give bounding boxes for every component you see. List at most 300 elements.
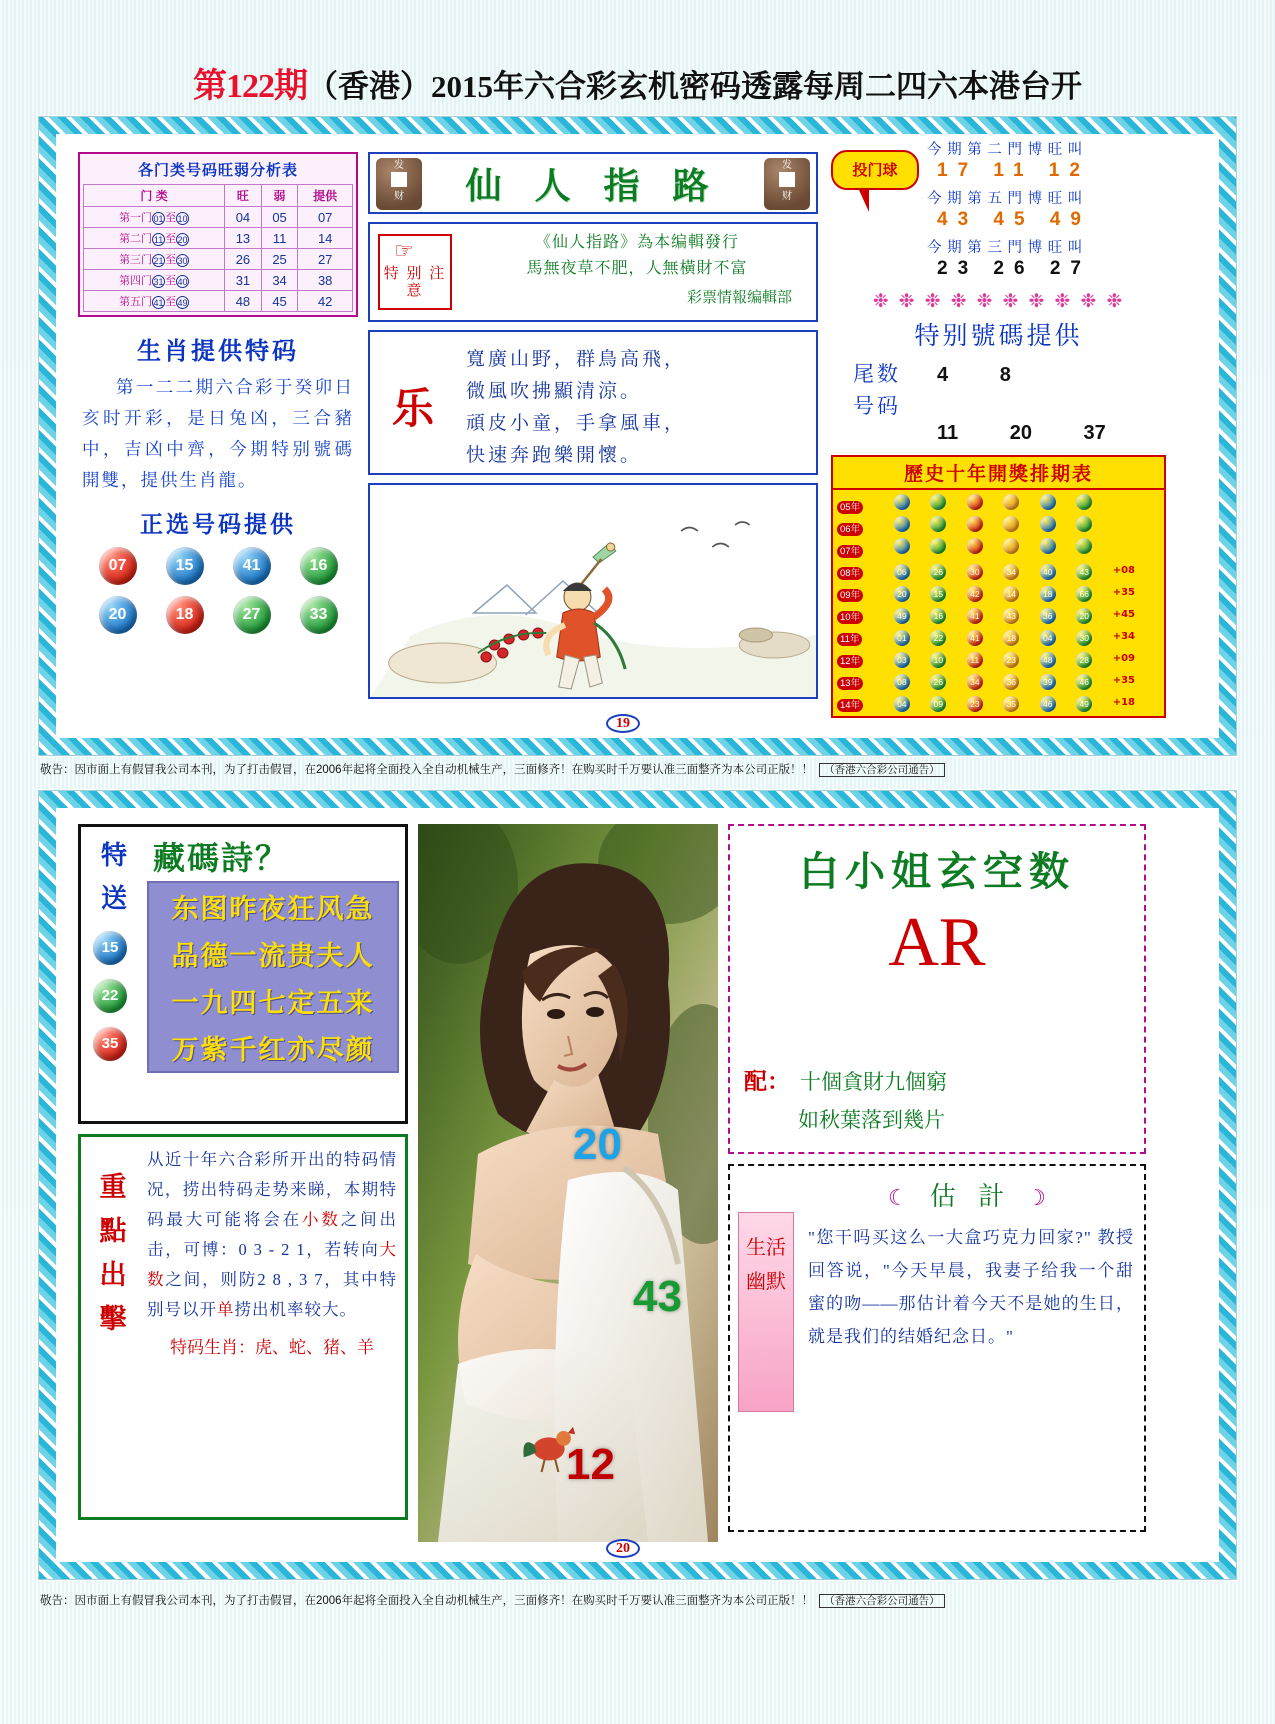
- table-row: [836, 603, 1161, 625]
- history-cell: [966, 603, 1002, 625]
- history-special: [1112, 515, 1161, 537]
- history-cell: [893, 603, 929, 625]
- special-send-char-1: 特: [100, 841, 127, 870]
- history-ball: 23: [1003, 652, 1019, 668]
- table-row: 第二门 11 至20 13 11 14: [84, 228, 353, 249]
- history-cell: [1039, 493, 1075, 515]
- history-cell: [1039, 603, 1075, 625]
- history-ball: [1003, 516, 1019, 532]
- seal-blank-box: [779, 172, 795, 187]
- match-line-2: 如秋葉落到幾片: [798, 1108, 945, 1132]
- seal-char: 财: [394, 191, 404, 202]
- history-cell: [1039, 691, 1075, 713]
- group-numbers: [937, 258, 1165, 280]
- history-ball: 22: [930, 630, 946, 646]
- history-cell: [1002, 559, 1038, 581]
- group-header: 今 期 第 五 門 博 旺 叫: [927, 191, 1084, 207]
- history-ball: [894, 516, 910, 532]
- history-cell: [966, 537, 1002, 559]
- num: 12: [1048, 160, 1090, 181]
- history-year: [836, 493, 893, 515]
- history-cell: [966, 493, 1002, 515]
- door-ball-section: [831, 138, 1166, 288]
- special-send-balls: [93, 931, 127, 1075]
- disclaimer-text: 敬告：因市面上有假冒我公司本刊，为了打击假冒，在2006年起将全面投入全自动机械生产，三面修齐！在购买时千万要认准三面整齐为本公司正版！！: [40, 1595, 814, 1607]
- year-badge: 10年: [837, 611, 863, 624]
- top-panel-inner: [56, 134, 1219, 738]
- cell-provided: 38: [298, 270, 353, 291]
- picks-row-1: [78, 547, 358, 585]
- photo-overlay-number: 43: [633, 1272, 682, 1321]
- history-cell: [1039, 581, 1075, 603]
- history-ball: 04: [894, 696, 910, 712]
- table-row: [836, 647, 1161, 669]
- cell-provided: 42: [298, 291, 353, 312]
- history-cell: [966, 691, 1002, 713]
- range-end: 40: [177, 276, 188, 287]
- history-ball: 06: [894, 564, 910, 580]
- analysis-table-caption: 各门类号码旺弱分析表: [137, 163, 298, 179]
- cell-strong: 04: [225, 207, 262, 228]
- history-cell: [1002, 691, 1038, 713]
- poem-lines: [147, 881, 399, 1073]
- poem-line: 东图昨夜狂风急: [171, 894, 375, 924]
- num: 49: [1049, 209, 1091, 230]
- joke-paragraph: "您干吗买这么一大盒巧克力回家?" 教授回答说，"今天早晨，我妻子给我一个甜蜜的吻——那估计着今天不是她的生日，就是我们的结婚纪念日。": [808, 1228, 1134, 1346]
- seal-char: 发: [782, 160, 792, 171]
- tail-value: 4: [937, 364, 949, 386]
- history-cell: [929, 669, 965, 691]
- row-label: 第二门: [119, 233, 153, 245]
- cell-strong: 26: [225, 249, 262, 270]
- group-header: 今 期 第 二 門 博 旺 叫: [927, 142, 1084, 158]
- history-ball: [1003, 494, 1019, 510]
- bottom-left-column: [78, 824, 408, 1520]
- range-end: 49: [177, 297, 188, 308]
- history-cell: [1039, 559, 1075, 581]
- history-ball: [894, 494, 910, 510]
- code-values: [937, 422, 1152, 445]
- code-value: 37: [1083, 422, 1106, 444]
- history-cell: [966, 647, 1002, 669]
- range-start: 01: [153, 213, 164, 224]
- focus-char: 重: [99, 1172, 127, 1202]
- range-end: 30: [177, 255, 188, 266]
- history-ball: 40: [1040, 564, 1056, 580]
- cell-weak: 45: [261, 291, 298, 312]
- poem-line: 快速奔跑樂開懷。: [466, 445, 643, 466]
- analysis-table: [83, 157, 353, 312]
- history-year: [836, 581, 893, 603]
- woman-portrait-photo: [418, 824, 718, 1542]
- history-cell: [1075, 625, 1111, 647]
- right-column: [831, 138, 1166, 718]
- pick-ball: 16: [300, 547, 338, 585]
- col-header-weak: 弱: [261, 185, 298, 207]
- history-cell: [893, 691, 929, 713]
- pick-ball: 15: [166, 547, 204, 585]
- table-row: [836, 537, 1161, 559]
- history-ball: [967, 494, 983, 510]
- year-badge: 08年: [837, 567, 863, 580]
- history-cell: [929, 625, 965, 647]
- picks-section-title: 正选号码提供: [140, 512, 296, 537]
- joke-header: [808, 1176, 1134, 1213]
- history-special: +34: [1112, 630, 1135, 642]
- history-table: [836, 493, 1161, 713]
- col-header-category: 门 类: [84, 185, 225, 207]
- range-start: 31: [153, 276, 164, 287]
- history-cell: [966, 559, 1002, 581]
- witch-icon: ☾: [888, 1185, 916, 1210]
- history-cell: [1002, 515, 1038, 537]
- history-special: +45: [1112, 608, 1135, 620]
- history-cell: [1039, 647, 1075, 669]
- history-ball: [1040, 538, 1056, 554]
- history-year: [836, 691, 893, 713]
- range-end: 10: [177, 213, 188, 224]
- history-cell: [1002, 581, 1038, 603]
- history-ball: 26: [930, 564, 946, 580]
- history-ball: 09: [930, 696, 946, 712]
- history-year: [836, 559, 893, 581]
- banner-title: 仙 人 指 路: [465, 165, 721, 206]
- history-cell: [929, 581, 965, 603]
- history-table-wrapper: [831, 490, 1166, 718]
- photo-column: [418, 824, 718, 1542]
- history-year: [836, 669, 893, 691]
- year-badge: 06年: [837, 523, 863, 536]
- focus-paragraph: [147, 1145, 397, 1325]
- tail-values: [937, 364, 1057, 387]
- history-ball: [967, 516, 983, 532]
- history-cell: [1002, 603, 1038, 625]
- table-row: 第五门41 至49 48 45 42: [84, 291, 353, 312]
- history-special: +35: [1112, 674, 1135, 686]
- history-ball: [1076, 516, 1092, 532]
- photo-overlay-number: 20: [573, 1120, 622, 1169]
- code-values-row: [853, 422, 1166, 445]
- page-title: [0, 58, 1275, 110]
- cell-weak: 05: [261, 207, 298, 228]
- history-special: +09: [1112, 652, 1135, 664]
- poem-line: 一九四七定五来: [171, 988, 375, 1018]
- top-page-panel: [38, 116, 1237, 756]
- history-ball: [930, 494, 946, 510]
- group-numbers: [937, 160, 1165, 182]
- history-ball: 34: [1003, 564, 1019, 580]
- num: 17: [937, 160, 979, 181]
- history-ball: 14: [1003, 586, 1019, 602]
- hidden-code-poem-box: [78, 824, 408, 1124]
- history-ball: 01: [894, 630, 910, 646]
- focus-zodiac-line: 特码生肖：虎、蛇、猪、羊: [170, 1338, 374, 1357]
- focus-char: 擊: [99, 1304, 127, 1334]
- history-cell: [966, 625, 1002, 647]
- cell-weak: 34: [261, 270, 298, 291]
- history-year: [836, 647, 893, 669]
- focus-char: 點: [99, 1216, 127, 1246]
- history-ball: 49: [1076, 696, 1092, 712]
- cell-weak: 25: [261, 249, 298, 270]
- door-ball-groups: [927, 138, 1165, 285]
- page-number-bottom: 20: [606, 1539, 640, 1558]
- tail-label: 尾数: [853, 362, 901, 386]
- disclaimer-text: 敬告：因市面上有假冒我公司本刊，为了打击假冒，在2006年起将全面投入全自动机械生产，三面修齐！在购买时千万要认准三面整齐为本公司正版！！: [40, 764, 814, 776]
- range-start: 41: [153, 297, 164, 308]
- history-ball: 41: [967, 630, 983, 646]
- life-humor-vertical-title: 生活幽默: [738, 1212, 794, 1412]
- history-cell: [929, 537, 965, 559]
- cell-provided: 27: [298, 249, 353, 270]
- note-line-1: 《仙人指路》為本编輯發行: [534, 234, 739, 251]
- boy-with-pinwheel-illustration: [368, 483, 818, 699]
- seal-char: 发: [394, 160, 404, 171]
- tail-value: 8: [999, 364, 1011, 386]
- cell-strong: 31: [225, 270, 262, 291]
- history-cell: [966, 669, 1002, 691]
- history-cell: [893, 559, 929, 581]
- history-table-title: 歷史十年開獎排期表: [831, 455, 1166, 490]
- bottom-right-column: [728, 824, 1146, 1532]
- page-number-top: 19: [606, 714, 640, 733]
- table-row: [836, 669, 1161, 691]
- history-cell: [929, 559, 965, 581]
- attention-label: 特 别 注 意: [383, 266, 447, 299]
- history-ball: 18: [1003, 630, 1019, 646]
- note-line-2: 馬無夜草不肥，人無橫財不富: [526, 260, 748, 277]
- history-cell: [1039, 515, 1075, 537]
- year-badge: 13年: [837, 677, 863, 690]
- row-label: 第五门: [119, 296, 153, 308]
- history-cell: [1075, 669, 1111, 691]
- history-special: [1112, 537, 1161, 559]
- history-ball: 46: [1076, 674, 1092, 690]
- history-ball: 46: [1040, 696, 1056, 712]
- row-label: 第四门: [119, 275, 153, 287]
- history-ball: 34: [967, 674, 983, 690]
- col-header-provided: 提供: [298, 185, 353, 207]
- issue-number: 第122期: [193, 68, 307, 105]
- focus-char: 出: [99, 1260, 127, 1290]
- table-row: 第四门31 至40 31 34 38: [84, 270, 353, 291]
- history-ball: [1076, 494, 1092, 510]
- disclaimer-tail: （香港六合彩公司通告）: [819, 763, 945, 777]
- send-ball: 22: [93, 979, 127, 1013]
- hidden-code-poem-title: 藏碼詩？: [153, 840, 290, 876]
- history-cell: [1039, 537, 1075, 559]
- section-banner: [368, 152, 818, 214]
- range-start: 21: [153, 255, 164, 266]
- year-badge: 12年: [837, 655, 863, 668]
- year-badge: 09年: [837, 589, 863, 602]
- cell-weak: 11: [261, 228, 298, 249]
- poem-seal-char: 乐: [392, 387, 435, 433]
- num: 26: [993, 258, 1035, 279]
- poem-line: 品德一流贵夫人: [171, 941, 375, 971]
- focus-analysis-box: [78, 1134, 408, 1520]
- history-cell: [966, 515, 1002, 537]
- pick-ball: 41: [233, 547, 271, 585]
- history-cell: [1039, 669, 1075, 691]
- pointing-hand-icon: ☞: [394, 238, 416, 263]
- row-label: 第一门: [119, 212, 153, 224]
- history-ball: 30: [967, 564, 983, 580]
- masthead-rest: （香港）2015年六合彩玄机密码透露每周二四六本港台开: [307, 69, 1082, 104]
- history-ball: 66: [1076, 586, 1092, 602]
- history-cell: [929, 493, 965, 515]
- seal-left-icon: [376, 158, 422, 210]
- focus-range-1: 0 3 - 2 1: [238, 1240, 306, 1259]
- special-number-title: 特别號碼提供: [914, 323, 1083, 350]
- focus-small-label: 小数: [302, 1210, 341, 1229]
- history-ball: 04: [1040, 630, 1056, 646]
- history-cell: [1002, 669, 1038, 691]
- focus-text-2: 之间出击，可博：: [147, 1210, 397, 1259]
- focus-text-3: ，若转向: [305, 1240, 380, 1259]
- history-ball: 39: [1040, 674, 1056, 690]
- door-ball-badge: 投门球: [831, 150, 919, 190]
- poem-line: 微風吹拂顯清涼。: [466, 381, 643, 402]
- history-ball: 20: [1076, 608, 1092, 624]
- seal-right-icon: [764, 158, 810, 210]
- history-ball: 11: [967, 652, 983, 668]
- num: 23: [937, 258, 979, 279]
- match-label: 配：: [744, 1069, 790, 1094]
- history-cell: [893, 669, 929, 691]
- history-cell: [1002, 537, 1038, 559]
- group-header: 今 期 第 三 門 博 旺 叫: [927, 240, 1084, 256]
- focus-big-label: 大数: [147, 1240, 398, 1289]
- history-ball: 23: [967, 696, 983, 712]
- tail-row: [853, 358, 1166, 388]
- history-ball: [1076, 538, 1092, 554]
- table-row: 第三门21 至30 26 25 27: [84, 249, 353, 270]
- history-ball: [1003, 538, 1019, 554]
- history-cell: [929, 647, 965, 669]
- history-cell: [893, 647, 929, 669]
- year-badge: 11年: [837, 633, 862, 646]
- group-numbers: [937, 209, 1165, 231]
- bottom-page-panel: [38, 790, 1237, 1580]
- history-cell: [1075, 603, 1111, 625]
- cell-strong: 13: [225, 228, 262, 249]
- history-special: [1112, 493, 1161, 515]
- photo-overlay-number: 12: [566, 1440, 615, 1489]
- history-ball: 35: [1003, 696, 1019, 712]
- history-ball: [1040, 494, 1056, 510]
- flower-divider-icon: ❉ ❉ ❉ ❉ ❉ ❉ ❉ ❉ ❉ ❉: [872, 290, 1125, 312]
- bai-xiaojie-title: 白小姐玄空数: [799, 849, 1075, 894]
- history-cell: [1075, 581, 1111, 603]
- disclaimer-bottom: [40, 1588, 1236, 1614]
- signature-mark: AR: [888, 904, 986, 981]
- history-ball: 42: [967, 586, 983, 602]
- history-year: [836, 515, 893, 537]
- history-ball: 03: [894, 652, 910, 668]
- code-value: 20: [1009, 422, 1032, 444]
- history-ball: 16: [930, 608, 946, 624]
- history-ball: [1040, 516, 1056, 532]
- table-row: [836, 493, 1161, 515]
- table-header-row: [84, 185, 353, 207]
- focus-vertical-title: [87, 1165, 139, 1341]
- history-ball: 41: [967, 608, 983, 624]
- history-ball: 18: [1040, 586, 1056, 602]
- table-row: [836, 625, 1161, 647]
- history-cell: [1075, 493, 1111, 515]
- focus-text-6: 捞出机率较大。: [234, 1300, 357, 1319]
- table-row: [836, 691, 1161, 713]
- middle-column: [368, 152, 818, 699]
- num: 43: [937, 209, 979, 230]
- match-text-1: 十個貪財九個窮: [800, 1070, 947, 1094]
- special-send-char-2: 送: [100, 884, 127, 913]
- disclaimer-top: [40, 757, 1236, 783]
- pick-ball: 20: [99, 596, 137, 634]
- code-value: 11: [937, 422, 959, 444]
- seal-char: 财: [782, 191, 792, 202]
- focus-odd-label: 单: [217, 1300, 235, 1319]
- history-cell: [1002, 625, 1038, 647]
- life-humor-box: [728, 1164, 1146, 1532]
- pick-ball: 27: [233, 596, 271, 634]
- num: 11: [993, 160, 1034, 181]
- seal-blank-box: [391, 172, 407, 187]
- disclaimer-tail: （香港六合彩公司通告）: [819, 1594, 945, 1608]
- code-row: [853, 390, 1166, 420]
- history-ball: 43: [1076, 564, 1092, 580]
- history-special: +08: [1112, 564, 1135, 576]
- range-end: 20: [177, 234, 188, 245]
- history-ball: 30: [1076, 630, 1092, 646]
- focus-text-5: ，其中特别号以开: [147, 1270, 398, 1319]
- history-ball: 15: [930, 586, 946, 602]
- history-ball: 43: [1003, 608, 1019, 624]
- history-cell: [966, 581, 1002, 603]
- poem-line: 頑皮小童，手拿風車，: [466, 413, 687, 434]
- history-cell: [929, 603, 965, 625]
- range-start: 11: [153, 234, 164, 245]
- history-ball: 08: [894, 674, 910, 690]
- history-ball: [930, 516, 946, 532]
- pick-ball: 33: [300, 596, 338, 634]
- history-cell: [929, 515, 965, 537]
- table-row: [836, 581, 1161, 603]
- history-ball: [894, 538, 910, 554]
- bottom-panel-inner: [56, 808, 1219, 1562]
- poem-box: [368, 330, 818, 475]
- cell-provided: 14: [298, 228, 353, 249]
- year-badge: 05年: [837, 501, 863, 514]
- history-ball: 28: [1076, 652, 1092, 668]
- history-ball: [930, 538, 946, 554]
- cell-strong: 48: [225, 291, 262, 312]
- history-ball: 10: [930, 652, 946, 668]
- send-ball: 15: [93, 931, 127, 965]
- history-ball: 49: [894, 608, 910, 624]
- poem-line: 万紫千红亦尽颜: [171, 1035, 375, 1065]
- history-special: +35: [1112, 586, 1135, 598]
- focus-text-4: 之间，则防: [165, 1270, 258, 1289]
- row-label: 第三门: [119, 254, 153, 266]
- history-cell: [893, 537, 929, 559]
- history-cell: [1075, 515, 1111, 537]
- history-cell: [1075, 559, 1111, 581]
- cell-provided: 07: [298, 207, 353, 228]
- bai-xiaojie-box: [728, 824, 1146, 1154]
- history-special: +18: [1112, 696, 1135, 708]
